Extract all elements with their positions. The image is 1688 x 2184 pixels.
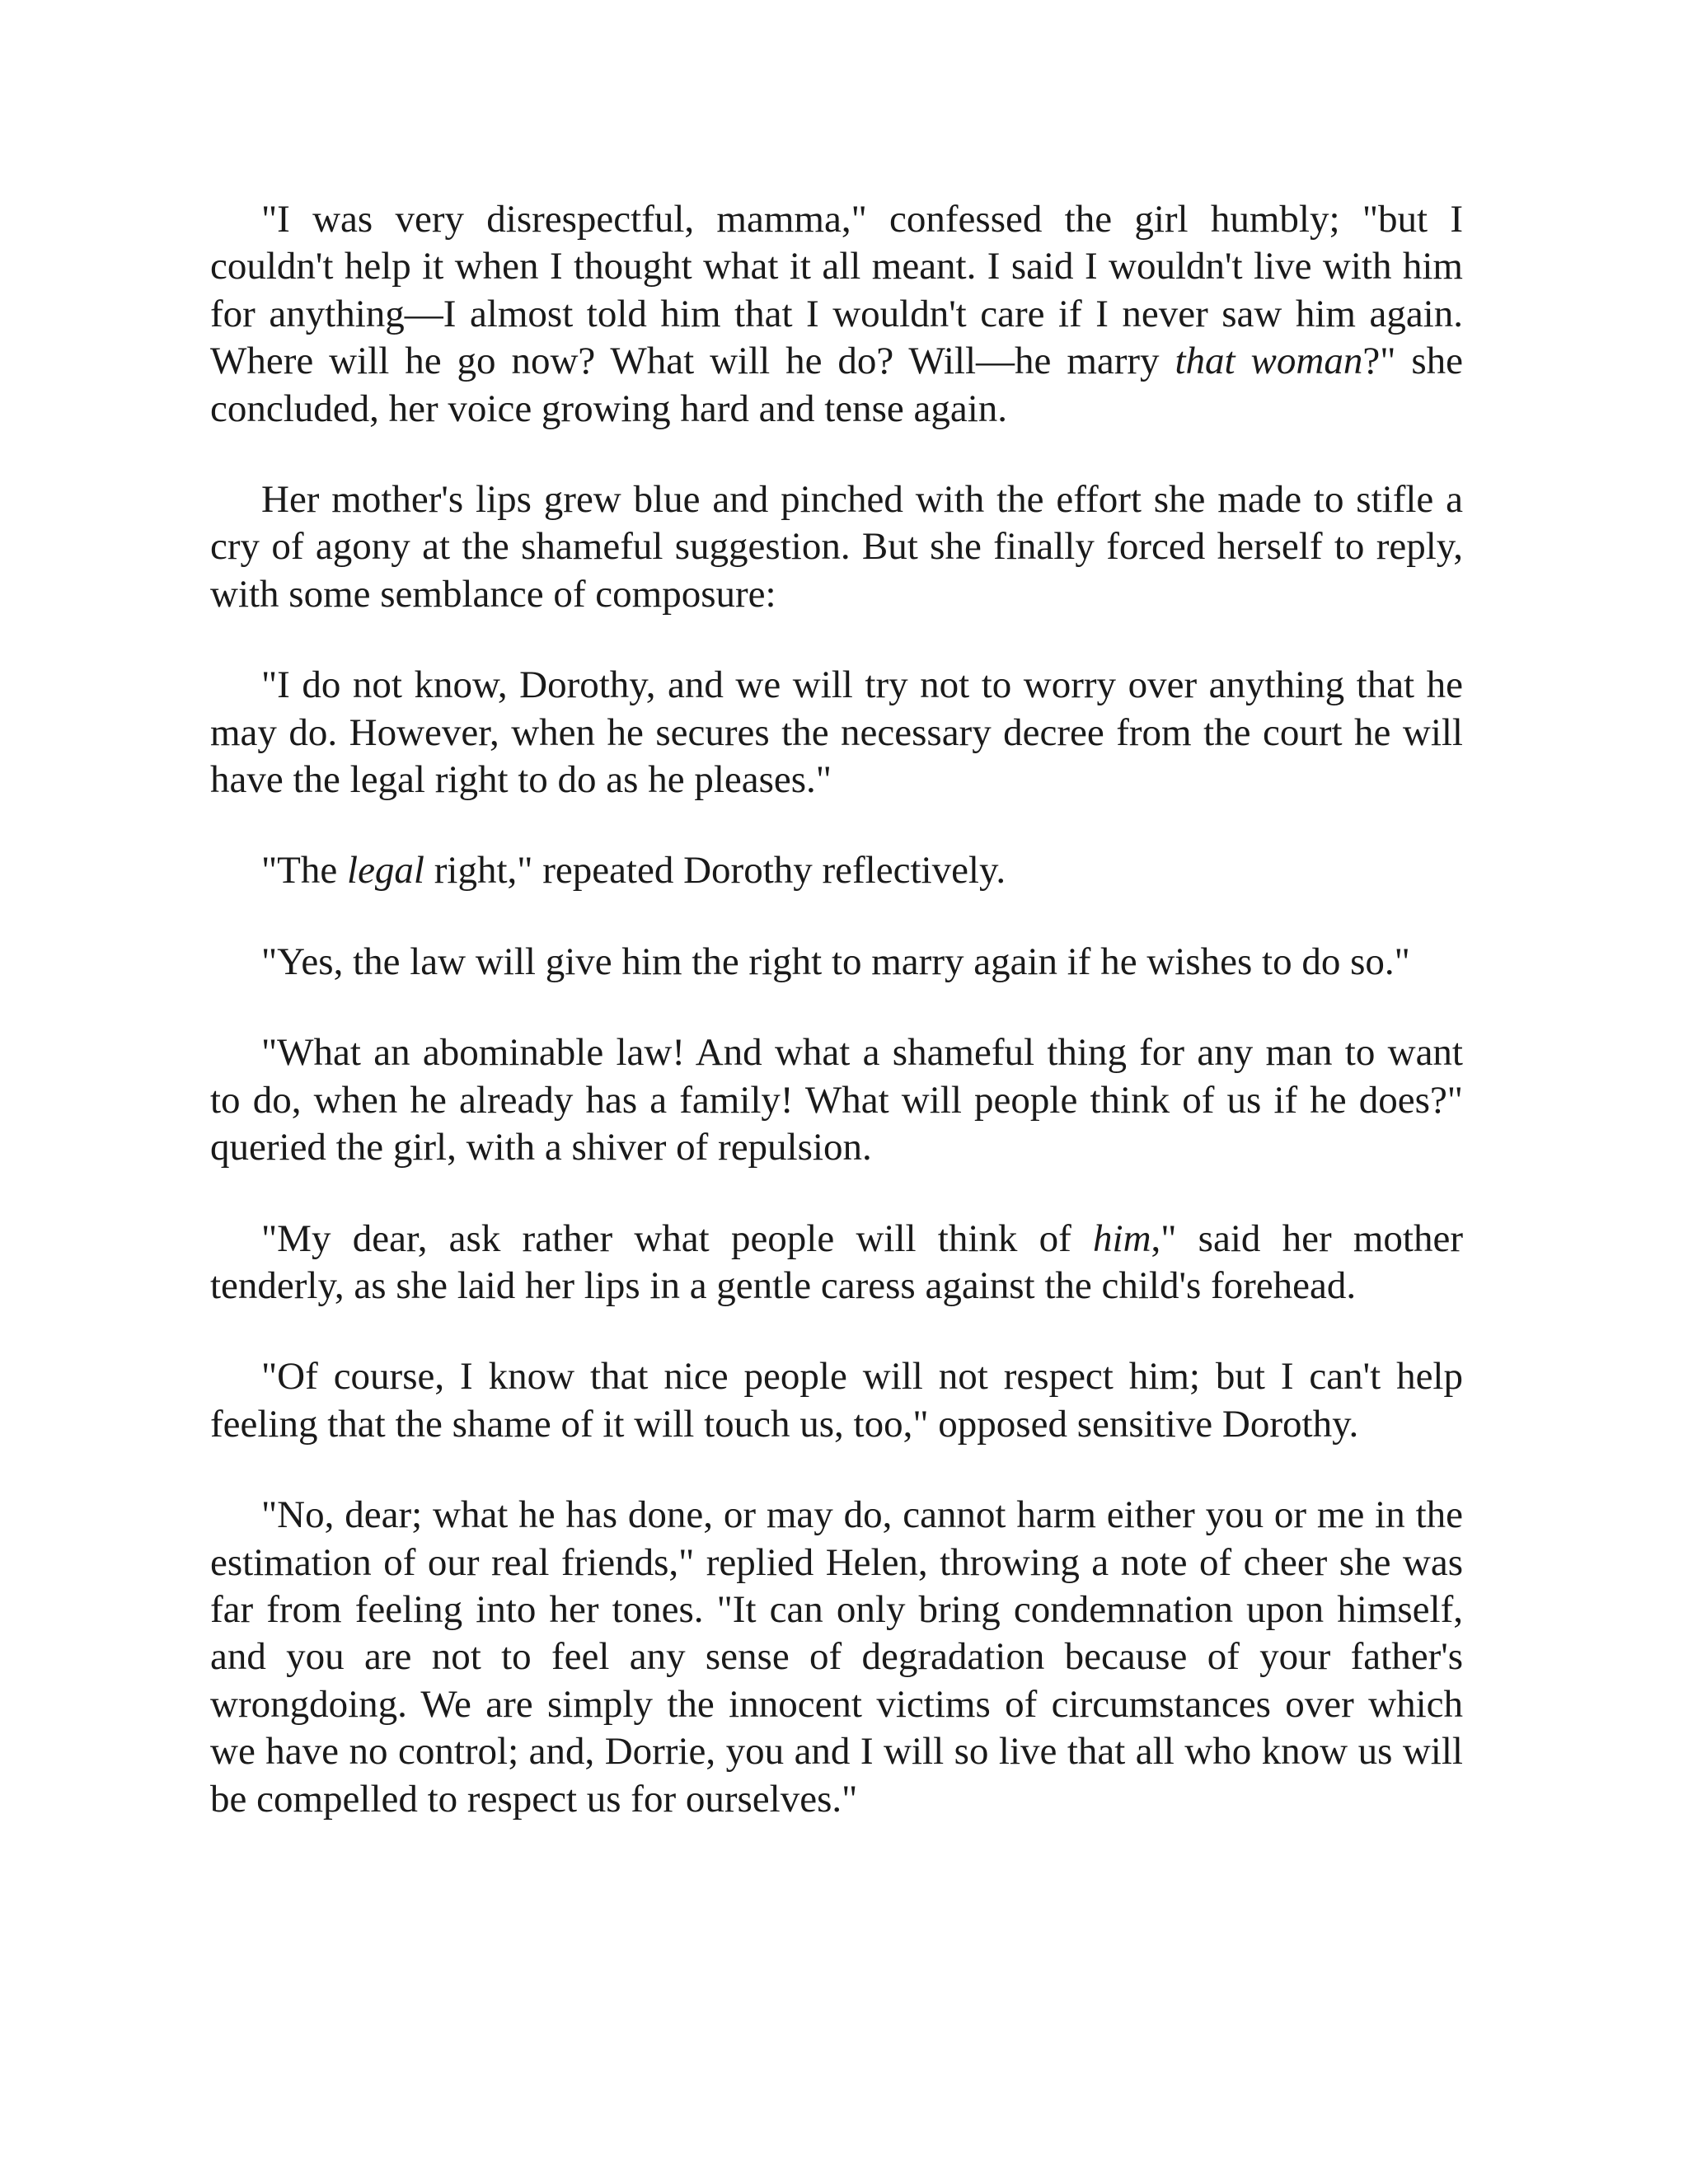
text-run: "Yes, the law will give him the right to marry again if he wishes to do so." [261, 940, 1410, 983]
paragraph [210, 662, 1463, 804]
text-run: "Of course, I know that nice people will not respect him; but I can't help feeling that the shame of it will touch us, too," opposed sensitive Dorothy. [210, 1355, 1463, 1446]
text-run: ?" she concluded, her voice growing hard and tense again. [210, 340, 1463, 430]
paragraph [210, 196, 1463, 433]
italic-text: him [1093, 1216, 1151, 1260]
text-run: "My dear, ask rather what people will think of [261, 1216, 1094, 1260]
book-page [210, 196, 1463, 1867]
paragraph [210, 1492, 1463, 1823]
text-run: right," repeated Dorothy reflectively. [424, 849, 1006, 893]
text-run: "No, dear; what he has done, or may do, cannot harm either you or me in the estimation of our real friends," replied Helen, throwing a note of cheer she was far from feeling into her tones. "It can only bring condemnation upon himself, and you are not to feel any sense of degradation because of your father's wrongdoing. We are simply the innocent victims of circumstances over which we have no control; and, Dorrie, you and I will so live that all who know us will be compelled to respect us for ourselves." [210, 1493, 1463, 1821]
italic-text: that woman [1175, 340, 1363, 383]
text-run: "The [261, 849, 348, 893]
text-run: "What an abominable law! And what a shameful thing for any man to want to do, when he already has a family! What will people think of us if he does?" queried the girl, with a shiver of repulsion. [210, 1031, 1463, 1169]
paragraph [210, 476, 1463, 618]
text-run: "I do not know, Dorothy, and we will try not to worry over anything that he may do. However, when he secures the necessary decree from the court he will have the legal right to do as he pleases." [210, 663, 1463, 802]
paragraph [210, 1029, 1463, 1171]
paragraph [210, 1216, 1463, 1310]
text-run: "I was very disrespectful, mamma," confessed the girl humbly; "but I couldn't help it when I thought what it all meant. I said I wouldn't live with him for anything—I almost told him that I wouldn't care if I never saw him again. Where will he go now? What will he do? Will—he marry [210, 198, 1463, 383]
italic-text: legal [347, 849, 424, 893]
text-run: Her mother's lips grew blue and pinched with the effort she made to stifle a cry of agony at the shameful suggestion. But she finally forced herself to reply, with some semblance of composure: [210, 478, 1463, 616]
text-run: ," said her mother tenderly, as she laid her lips in a gentle caress against the child's forehead. [210, 1216, 1463, 1307]
paragraph [210, 1353, 1463, 1448]
paragraph [210, 939, 1463, 986]
paragraph [210, 847, 1463, 894]
